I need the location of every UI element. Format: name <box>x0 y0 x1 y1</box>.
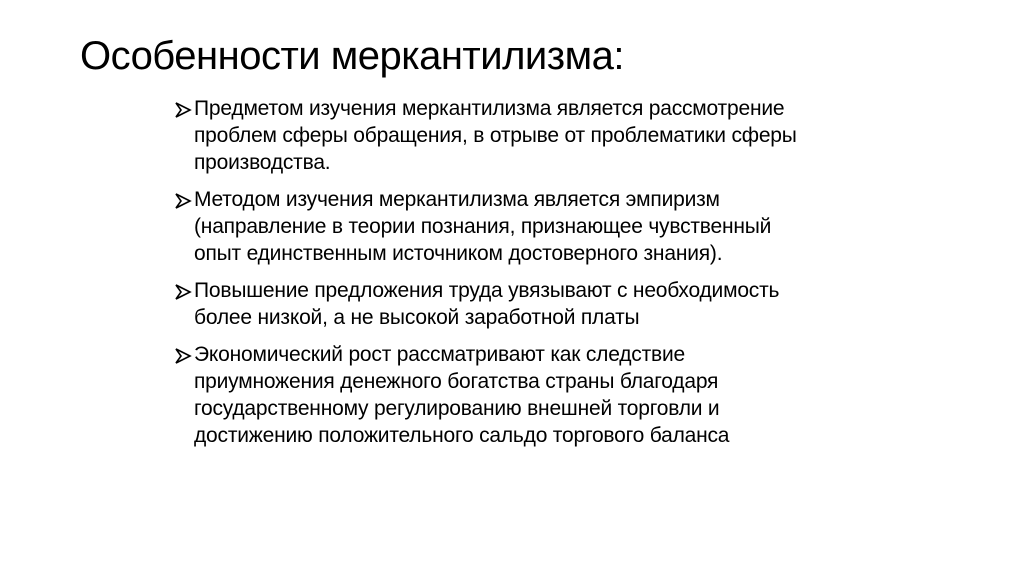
arrow-bullet-icon <box>174 277 194 304</box>
list-item <box>174 277 814 331</box>
arrow-bullet-icon <box>174 95 194 122</box>
list-item <box>174 95 814 176</box>
slide-title: Особенности меркантилизма: <box>80 34 624 78</box>
arrow-bullet-icon <box>174 186 194 213</box>
bullet-text: Предметом изучения меркантилизма является рассмотрение проблем сферы обращения, в отрыве от проблематики сферы производства. <box>194 97 797 174</box>
arrow-bullet-icon <box>174 341 194 368</box>
bullet-text: Повышение предложения труда увязывают с необходимость более низкой, а не высокой заработной платы <box>194 279 780 329</box>
list-item <box>174 186 814 267</box>
bullet-text: Методом изучения меркантилизма является эмпиризм (направление в теории познания, признающее чувственный опыт единственным источником достоверного знания). <box>194 188 772 265</box>
bullet-list <box>174 95 814 459</box>
list-item <box>174 341 814 449</box>
bullet-text: Экономический рост рассматривают как следствие приумножения денежного богатства страны благодаря государственному регулированию внешней торговли и достижению положительного сальдо торгового баланса <box>194 343 730 447</box>
